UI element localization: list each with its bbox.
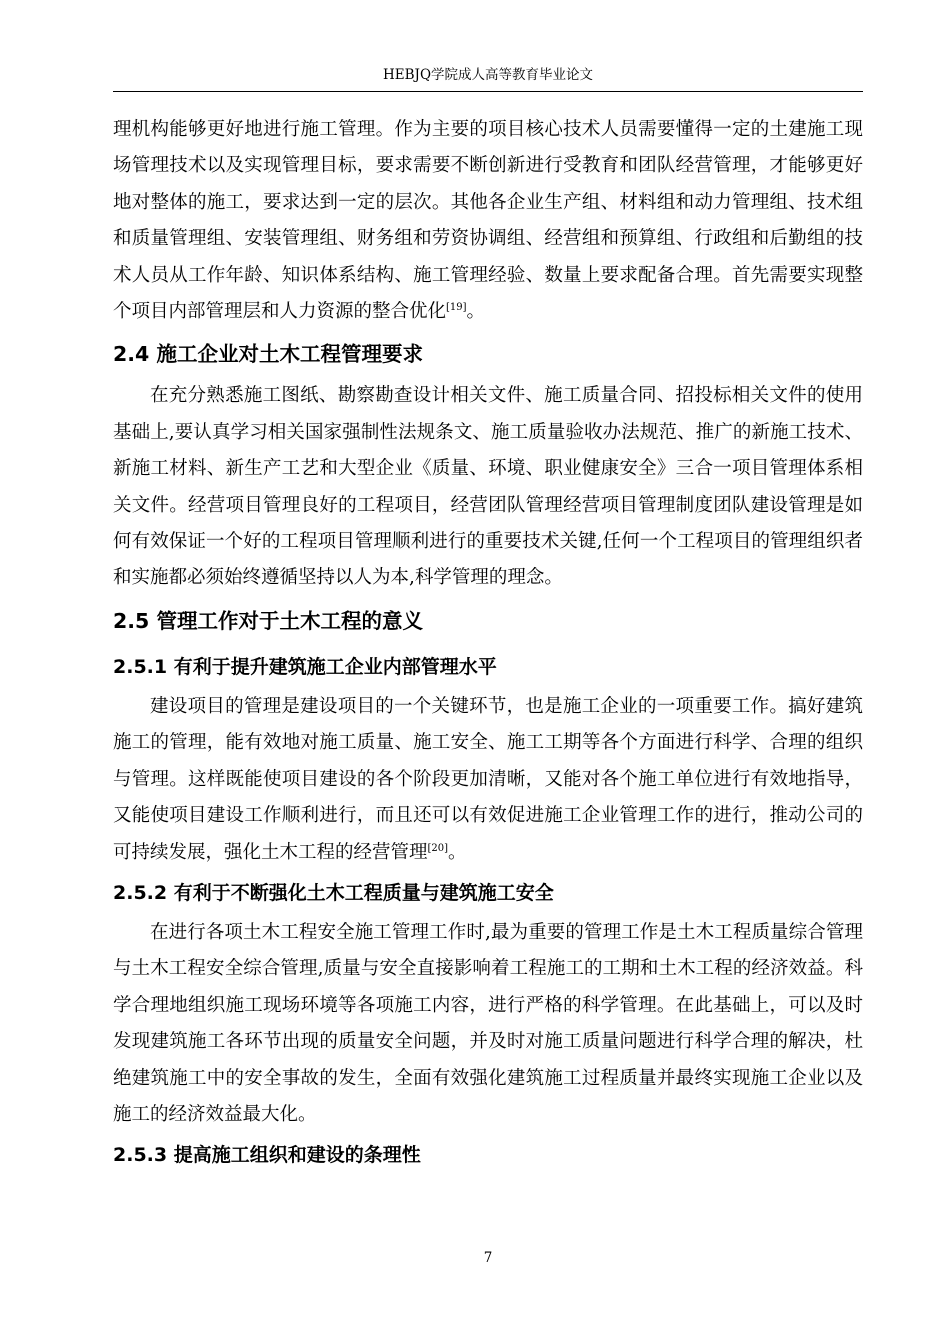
paragraph-text: 在充分熟悉施工图纸、勘察勘查设计相关文件、施工质量合同、招投标相关文件的使用基础上,要认真学习相关国家强制性法规条文、施工质量验收办法规范、推广的新施工技术、新施工材料、新生产工艺和大型企业《质量、环境、职业健康安全》三合一项目管理体系相关文件。经营项目管理良好的工程项目，经营团队管理经营项目管理制度团队建设管理是如何有效保证一个好的工程项目管理顺利进行的重要技术关键,任何一个工程项目的管理组织者和实施都必须始终遵循坚持以人为本,科学管理的理念。 [113,385,863,589]
body-content [113,112,863,1177]
paragraph-internal-management [113,689,863,871]
paragraph-management-requirements [113,378,863,596]
paragraph-text: 建设项目的管理是建设项目的一个关键环节，也是施工企业的一项重要工作。搞好建筑施工的管理，能有效地对施工质量、施工安全、施工工期等各个方面进行科学、合理的组织与管理。这样既能使项目建设的各个阶段更加清晰，又能对各个施工单位进行有效地指导，又能使项目建设工作顺利进行，而且还可以有效促进施工企业管理工作的进行，推动公司的可持续发展，强化土木工程的经营管理 [113,695,863,863]
page-number: 7 [483,1250,493,1266]
paragraph-text: 理机构能够更好地进行施工管理。作为主要的项目核心技术人员需要懂得一定的土建施工现场管理技术以及实现管理目标，要求需要不断创新进行受教育和团队经营管理，才能够更好地对整体的施工，要求达到一定的层次。其他各企业生产组、材料组和动力管理组、技术组和质量管理组、安装管理组、财务组和劳资协调组、经营组和预算组、行政组和后勤组的技术人员从工作年龄、知识体系结构、施工管理经验、数量上要求配备合理。首先需要实现整个项目内部管理层和人力资源的整合优化 [113,119,863,323]
subsection-heading-2-5-1: 2.5.1 有利于提升建筑施工企业内部管理水平 [113,655,497,678]
citation: [19] [446,302,467,314]
subsection-heading-2-5-3: 2.5.3 提高施工组织和建设的条理性 [113,1144,421,1167]
citation: [20] [427,842,449,854]
section-heading-2-5: 2.5 管理工作对于土木工程的意义 [113,608,423,633]
paragraph-quality-safety [113,915,863,1133]
paragraph-tail: 。 [466,301,486,323]
running-header: HEBJQ学院成人高等教育毕业论文 [382,67,594,83]
paragraph-project-staffing [113,112,863,330]
paragraph-tail: 。 [448,841,467,863]
section-heading-2-4: 2.4 施工企业对土木工程管理要求 [113,342,423,367]
header-rule [113,91,863,92]
subsection-heading-2-5-2: 2.5.2 有利于不断强化土木工程质量与建筑施工安全 [113,881,554,904]
paragraph-text: 在进行各项土木工程安全施工管理工作时,最为重要的管理工作是土木工程质量综合管理与土木工程安全综合管理,质量与安全直接影响着工程施工的工期和土木工程的经济效益。科学合理地组织施工现场环境等各项施工内容，进行严格的科学管理。在此基础上，可以及时发现建筑施工各环节出现的质量安全问题，并及时对施工质量问题进行科学合理的解决，杜绝建筑施工中的安全事故的发生，全面有效强化建筑施工过程质量并最终实现施工企业以及施工的经济效益最大化。 [113,921,863,1125]
